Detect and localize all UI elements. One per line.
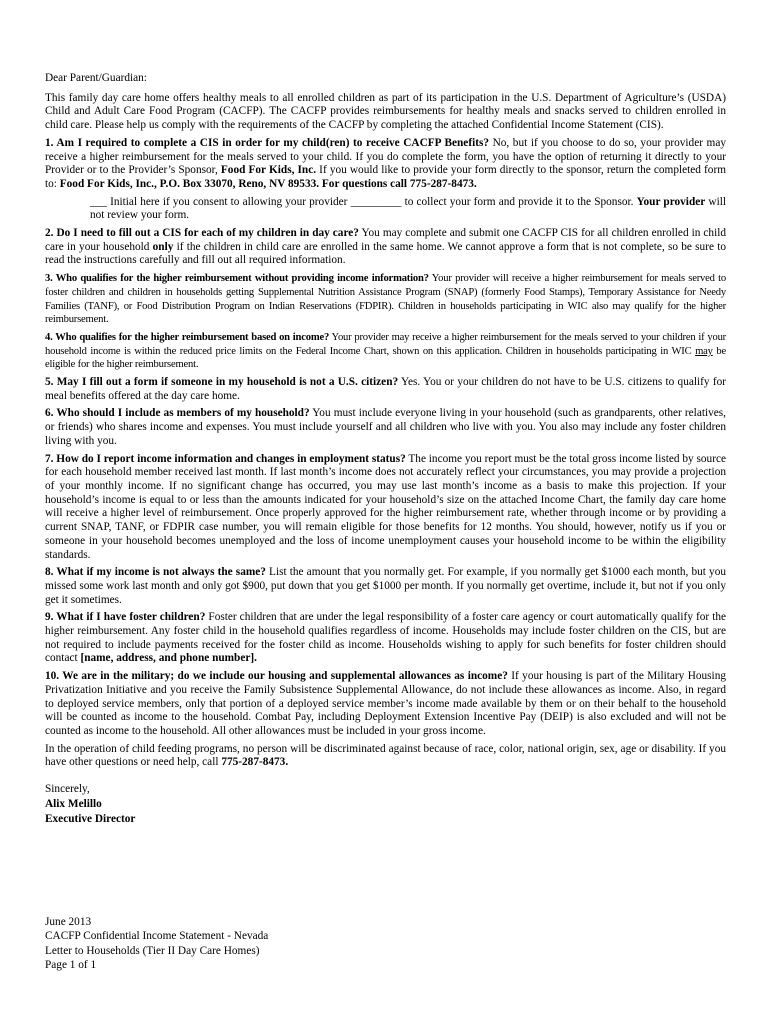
faq-1-question: 1. Am I required to complete a CIS in order for my child(ren) to receive CACFP Benefits?: [45, 136, 490, 149]
faq-9-question: 9. What if I have foster children?: [45, 611, 206, 624]
faq-6-question: 6. Who should I include as members of my household?: [45, 407, 310, 420]
signature-title: Executive Director: [45, 813, 136, 826]
consent-initial-line: [45, 196, 726, 223]
faq-2-answer-cont: if the children in child care are enrolled in the same home. We cannot approve a form that is not complete, so be sure to read the instructions carefully and fill out all required information.: [45, 240, 726, 267]
consent-bold: Your provider: [636, 195, 706, 208]
faq-2-only: only: [152, 240, 174, 253]
closing-text: In the operation of child feeding programs, no person will be discriminated against because of race, color, national origin, sex, age or disability. If you have other questions or need help, call: [45, 742, 726, 769]
faq-1-answer: No, but if you choose to do so, your provider may receive a higher reimbursement for the meals served to your child. If you do complete the form, you have the option of returning it directly to your Provider or to the Provider’s Sponsor,: [45, 136, 726, 177]
faq-8-question: 8. What if my income is not always the same?: [45, 566, 266, 579]
intro-paragraph: This family day care home offers healthy meals to all enrolled children as part of its participation in the U.S. Department of Agriculture’s (USDA) Child and Adult Care Food Program (CACFP). The CACFP provides reimbursements for healthy meals and snacks served to children enrolled in child care. Please help us comply with the requirements of the CACFP by completing the attached Confidential Income Statement (CIS).: [45, 91, 726, 132]
faq-10-question: 10. We are in the military; do we include our housing and supplemental allowances as income?: [45, 670, 508, 683]
faq-9: [45, 611, 726, 666]
faq-4-answer-cont: be eligible for the higher reimbursement.: [45, 345, 726, 371]
consent-end: will not review your form.: [90, 195, 726, 222]
signature-name: Alix Melillo: [45, 798, 102, 811]
sponsor-name: Food For Kids, Inc.: [220, 164, 317, 177]
faq-4: [45, 331, 726, 372]
faq-6-answer: You must include everyone living in your household (such as grandparents, other relatives, or friends) who shares income and expenses. You must include yourself and all children who live with you. You also may include any foster children living with you.: [45, 407, 726, 447]
faq-2-answer: You may complete and submit one CACFP CIS for all children enrolled in child care in your household: [45, 227, 726, 253]
signature-block: [45, 782, 726, 827]
closing-phone: 775-287-8473.: [221, 756, 289, 769]
faq-10: [45, 670, 726, 739]
faq-6: [45, 407, 726, 448]
signature-sincerely: Sincerely,: [45, 783, 90, 796]
faq-7-question: 7. How do I report income information and changes in employment status?: [45, 452, 406, 465]
footer-date: June 2013: [45, 916, 92, 928]
letter-body: [45, 72, 726, 827]
faq-9-contact: [name, address, and phone number].: [80, 652, 257, 665]
faq-7-answer: The income you report must be the total gross income listed by source for each household member received last month. If last month’s income does not accurately reflect your circumstances, you may provide a projection of your monthly income. If no significant change has occurred, you may use last month’s income as a basis to make this projection. If your household’s income is equal to or less than the amounts indicated for your household’s size on the attached Income Chart, the family day care home will receive a higher level of reimbursement. Once properly approved for the higher reimbursement rate, whether through income or by providing a current SNAP, TANF, or FDPIR case number, you will remain eligible for those benefits for 12 months. You should, however, notify us if you or someone in your household becomes unemployed and the loss of income unemployment causes your household income to be within the eligibility standards.: [45, 452, 726, 561]
footer-page-number: Page 1 of 1: [45, 959, 97, 972]
faq-5-question: 5. May I fill out a form if someone in my household is not a U.S. citizen?: [45, 376, 399, 389]
faq-9-answer: Foster children that are under the legal responsibility of a foster care agency or court automatically qualify for the higher reimbursement. Any foster child in the household qualifies regardless of income. Households may include foster children on the CIS, but are not required to include payments received for the foster child as income. Households wishing to apply for such benefits for foster children should contact: [45, 611, 727, 665]
faq-3: [45, 272, 726, 327]
faq-7: [45, 453, 726, 563]
faq-4-question: 4. Who qualifies for the higher reimbursement based on income?: [45, 331, 330, 343]
closing-paragraph: [45, 743, 726, 770]
faq-5-answer: Yes. You or your children do not have to be U.S. citizens to qualify for meal benefits offered at the day care home.: [45, 376, 726, 402]
faq-4-answer: Your provider may receive a higher reimbursement for the meals served to your children if your household income is within the reduced price limits on the Federal Income Chart, shown on this application. Children in households participating in WIC: [45, 331, 726, 357]
document-footer: [45, 915, 445, 973]
faq-3-answer: Your provider will receive a higher reimbursement for meals served to foster children and children in households getting Supplemental Nutrition Assistance Program (SNAP) (formerly Food Stamps), Temporary Assistance for Needy Families (TANF), or Food Distribution Program on Indian Reservations (FDPIR). Children in households participating in WIC also may qualify for the higher reimbursement.: [45, 273, 727, 326]
faq-1-answer-cont: If you would like to provide your form directly to the sponsor, return the completed form to:: [45, 164, 727, 190]
faq-8-answer: List the amount that you normally get. For example, if you normally get $1000 each month, but you missed some work last month and only got $900, put down that you get $1000 per month. If you normally get overtime, include it, but not if you only get it sometimes.: [45, 566, 726, 606]
faq-10-answer: If your housing is part of the Military Housing Privatization Initiative and you receive the Family Subsistence Supplemental Allowance, do not include these allowances as income. Also, in regard to deployed service members, only that portion of a deployed service member’s income made available by them or on their behalf to the household will be counted as income to the household. Combat Pay, including Deployment Extension Incentive Pay (DEIP) is also excluded and will not be counted as income to the household. All other allowances must be included in your gross income.: [45, 670, 726, 737]
faq-2: [45, 227, 726, 268]
faq-8: [45, 566, 726, 607]
faq-4-may: may: [695, 345, 713, 357]
footer-letter-type: Letter to Households (Tier II Day Care Homes): [45, 944, 260, 957]
footer-form-name: CACFP Confidential Income Statement - Nevada: [45, 930, 269, 943]
faq-2-question: 2. Do I need to fill out a CIS for each of my children in day care?: [45, 227, 359, 240]
faq-3-question: 3. Who qualifies for the higher reimbursement without providing income information?: [45, 273, 429, 285]
faq-1: [45, 137, 726, 192]
greeting: Dear Parent/Guardian:: [45, 72, 147, 84]
faq-5: [45, 376, 726, 403]
consent-text: ___ Initial here if you consent to allowing your provider _________ to collect your form and provide it to the Sponsor.: [90, 195, 637, 208]
sponsor-address: Food For Kids, Inc., P.O. Box 33070, Reno, NV 89533. For questions call 775-287-8473.: [59, 177, 477, 190]
